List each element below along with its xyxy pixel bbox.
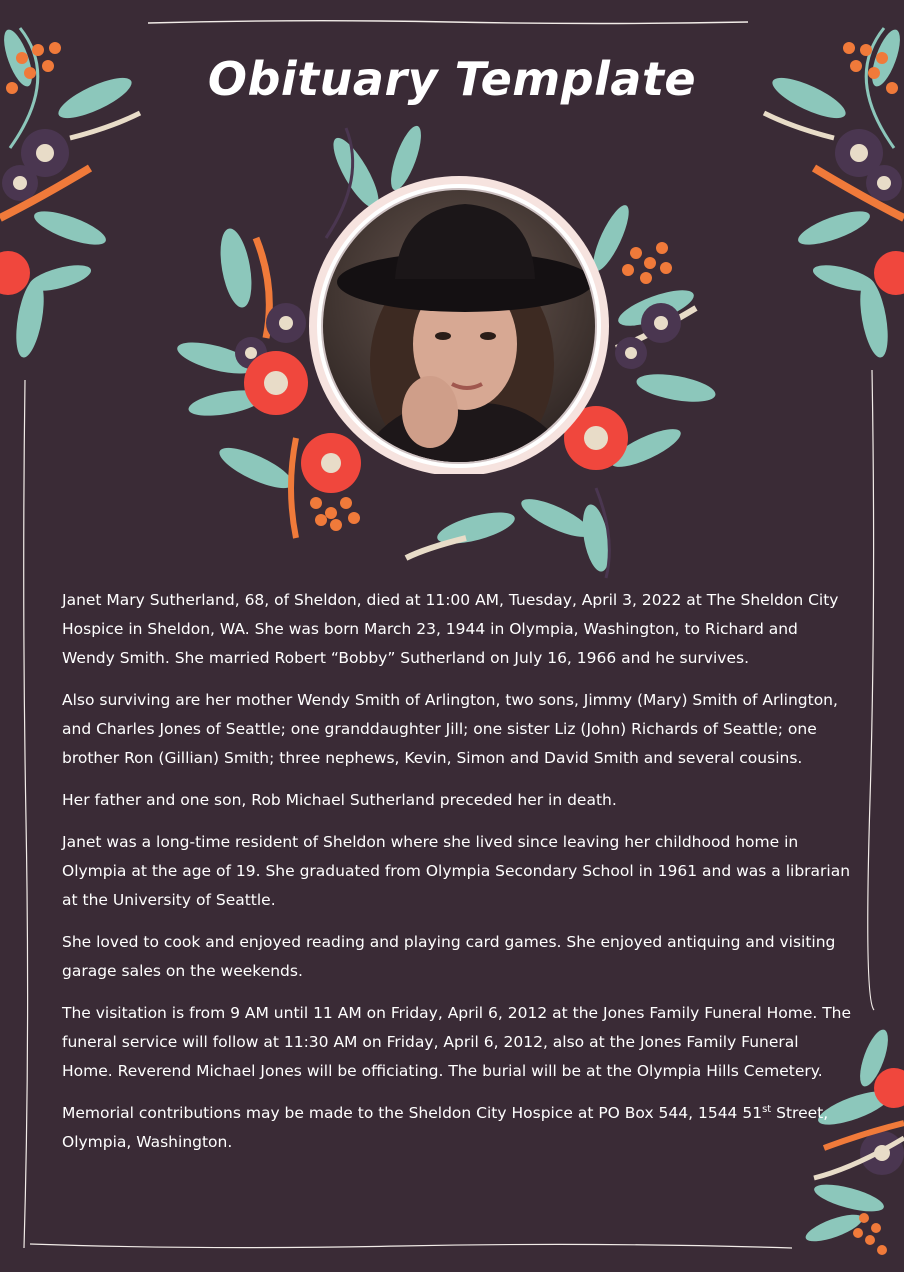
paragraph-death-announcement: Janet Mary Sutherland, 68, of Sheldon, died at 11:00 AM, Tuesday, April 3, 2022 at The Sheldon City Hospice in Sheldon, WA. She was born March 23, 1944 in Olympia, Washington, to Richard and Wendy Smith. She married Robert “Bobby” Sutherland on July 16, 1966 and he survives. bbox=[62, 591, 839, 667]
ordinal-suffix: st bbox=[762, 1103, 772, 1115]
page-title: Obituary Template bbox=[207, 52, 697, 106]
memorial-text-start: Memorial contributions may be made to the Sheldon City Hospice at PO Box 544, 1544 51 bbox=[62, 1104, 763, 1122]
portrait-frame bbox=[300, 174, 618, 474]
paragraph-life-history: Janet was a long-time resident of Sheldon where she lived since leaving her childhood home in Olympia at the age of 19. She graduated from Olympia Secondary School in 1961 and was a librarian at the University of Seattle. bbox=[62, 833, 851, 909]
paragraph-memorial-contributions bbox=[62, 1099, 852, 1157]
paragraph-hobbies: She loved to cook and enjoyed reading and playing card games. She enjoyed antiquing and visiting garage sales on the weekends. bbox=[62, 933, 836, 980]
paragraph-preceded-in-death: Her father and one son, Rob Michael Sutherland preceded her in death. bbox=[62, 791, 617, 809]
paragraph-service-details: The visitation is from 9 AM until 11 AM on Friday, April 6, 2012 at the Jones Family Funeral Home. The funeral service will follow at 11:30 AM on Friday, April 6, 2012, also at the Jones Family Funeral Home. Reverend Michael Jones will be officiating. The burial will be at the Olympia Hills Cemetery. bbox=[62, 1004, 852, 1080]
paragraph-survivors: Also surviving are her mother Wendy Smith of Arlington, two sons, Jimmy (Mary) Smith of Arlington, and Charles Jones of Seattle; one granddaughter Jill; one sister Liz (John) Richards of Seattle; one brother Ron (Gillian) Smith; three nephews, Kevin, Simon and David Smith and several cousins. bbox=[62, 691, 838, 767]
memorial-text-end: Street, Olympia, Washington. bbox=[62, 1104, 829, 1151]
obituary-body bbox=[62, 586, 852, 1170]
portrait-photo-icon bbox=[300, 174, 618, 474]
